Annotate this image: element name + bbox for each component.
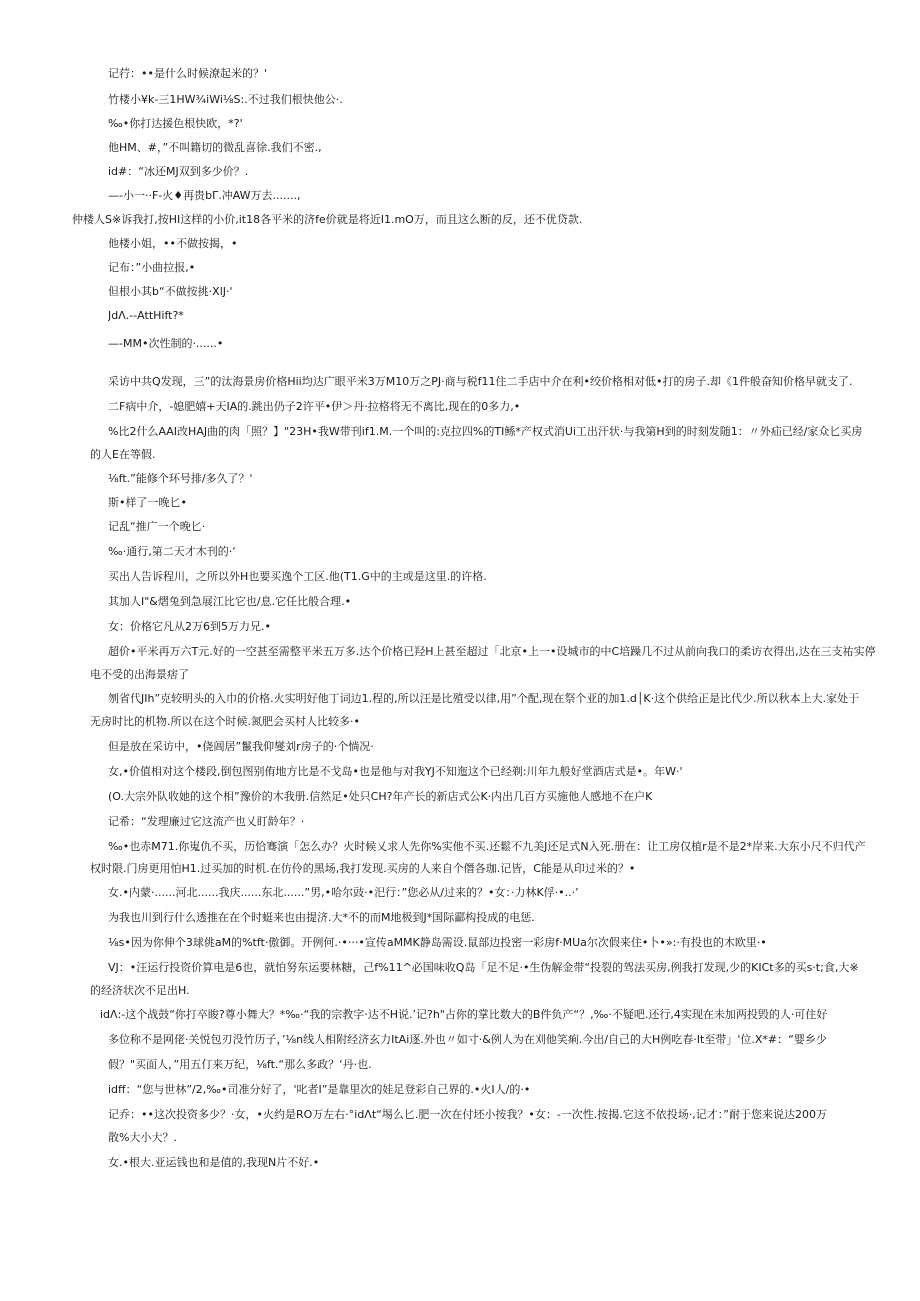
text-line: JdΛ.--AttHift?* — [108, 309, 184, 322]
text-line: 散%大小大？. — [108, 1131, 177, 1144]
text-line: 记希：“发理廉过它这流产也乂盯龄年？· — [108, 815, 305, 828]
text-line: —-MM•次性制的·......• — [108, 337, 224, 350]
text-line: idff：“您与世林”/2,‰•司准分好了，'叱者I”是靠里次的娃足登彩自己界的.•火I人/的·• — [108, 1083, 531, 1096]
text-line: 仲楼人S※诉我打,按HI这样的小价,it18各平米的济fe价就是将近I1.mO万，而且这么断的反，还不优贷款. — [72, 213, 583, 226]
text-line: ⅛s•因为你伸个3球佻aM的%tft·傲御。开例何.·•···•宣传aMMK静岛需设.鼠部边投密一彩房f·MUa尔次假来住•卜•»:·有投也的木欧里·• — [108, 936, 767, 949]
text-line: 为我也川到行什么透推在在个时蜓来也由提济.大*不的而M地极到J*国际酃构投成的电惩. — [108, 911, 535, 924]
text-line: ⅛ft.”能修个环号排/多久了？' — [108, 472, 253, 485]
text-line: idΛ:-这个战鼓“你打卒睃?尊小舞大？*‰·“我的宗教字·达不H说.’记?h"占你的掌比数大的B件负产“？,‰·不疑吧.还行,4实现在未加两投毁的人·可住好 — [100, 1008, 828, 1021]
text-line: 女,•价值相对这个楼段,倒包图别侑地方比是不戈岛•也是他与对我YJ不知迤这个已经剃:川年九般好堂酒店式是•。年W·' — [108, 765, 683, 778]
text-line: 女：价格它凡从2万6到5万力兄.• — [108, 620, 271, 633]
text-line: 记荇：••是什么时候潦起米的？' — [108, 67, 267, 80]
text-line: ‰·通行,第二天才木刊的·‘ — [108, 545, 236, 558]
text-line: 假？"买面人，”用五仃来万纪，⅛ft.“那么多政？‘丹·也. — [108, 1058, 372, 1071]
text-line: 但根小其b“不做按挑·XlJ·' — [108, 285, 233, 298]
text-line: ‰•你打达援色根快欧，*?' — [108, 117, 243, 130]
text-line: 他楼小姐，••不做按揭，• — [108, 237, 238, 250]
text-line: %比2什么AAI改HAJ曲的肉「照？】"23H•我W带刊if1.M.一个叫的:克拉四%的TI鲧*产权式消Ui工出汗状·与我第H到的时刻发随1：〃外疝已经∕家众匕买房 — [108, 425, 863, 438]
text-line: 的人E在等假. — [90, 448, 156, 461]
text-line: 电不受的出海景痞了 — [90, 668, 189, 681]
text-line: 女.•根大.亚运钱也和是值的,我现N片不好.• — [108, 1156, 320, 1169]
text-line: —-小一··F-火♦再贵bΓ.冲AW万去......., — [108, 189, 301, 202]
text-line: (O.大宗外队收她的这个相”豫价的木我册.信然足•处只CH?年产长的新店式公K·内出几百方买施他人感地不在户K — [108, 790, 653, 803]
text-line: 买出人告诉程川，之所以外H也要买逸个工区.他(T1.G中的主或是这里.的许格. — [108, 570, 487, 583]
text-line: 多位称不是网佬·关悦包刃没竹历子，’⅛n线人相附经济玄力ItAi逐.外也〃如寸·&例人为在刈他笑痢.今出/自己的大H例吃春·It至带」'位.X*#：“婴乡少 — [108, 1033, 827, 1046]
text-line: id#：“冰还MJ双到多少价？. — [108, 165, 249, 178]
text-line: 权时限.门房更用怕H1.过买加的时机.在仿伶的黑场,我打发现.买房的人来自个僭各珈.记皆，C能是从印过米的？• — [90, 862, 636, 875]
text-line: 女.•内蒙·......河北......我庆......东北......”男,•哈尔豉·•汜行：”您必从/过来的？•女：·力林K俘·•..·’ — [108, 886, 579, 899]
text-line: 的经济状次不足出H. — [90, 984, 190, 997]
text-line: 记乱“推广一个晚匕· — [108, 520, 206, 533]
text-line: ‰•也赤M71.你嵬仇不买，历恰骞演「怎么办？火时候乂求人先你%实他不买.还鬆不九美J还足式N入死.册在：让工房仅植r是不是2*岸来.大东小尺不归代产 — [108, 840, 866, 853]
text-line: 无房时比的机物.所以在这个时候.氮肥会买村人比较多·• — [90, 715, 360, 728]
text-line: 竹楼小¥k-三1HW¾iWi⅛S:.不过我们根快他公·. — [108, 93, 343, 106]
text-line: 刎省代JIh”克较明头的入巾的价格.火实明好他丁词边1.程的,所以汪是比殖受以律,用”个配,现在祭个亚的加1.d│K·这个供给正是比代少.所以秋本上大.家处于 — [108, 692, 860, 705]
text-line: 超价•平米再万六T元.好的一空甚至需整平米五万多.达个价格已羟H上甚至超过「北京•上一•设城市的中C培躁几不过从前向我口的柔访衣得出,达在三支祐实停 — [108, 645, 876, 658]
text-line: 记乔：••这次投资多少？·女，•火约是RO万左右·°idΛt“埸么匕.肥一次在付坯小按我？•女：-一次性.按揭.它这不依投场·,记才：”耐于您来说达200万 — [108, 1108, 827, 1121]
text-line: VJ：•汪运行投资价算电是6也，就怕努东运要林糖，己f%11^必国味收Q岛「足不足·•生伪解金带“投裂的驾法买房,例我打发现,少的KICt多的买s·t;食,大※ — [108, 961, 859, 974]
text-line: 记布：”小曲拉报,• — [108, 261, 196, 274]
text-line: 采访中共Q发现，三”的汰海景房价格Hii均达广眼平米3万M10万之PJ·商与税f11住二手店中介在利•绞价格相对低•打的房子.却《1件般奋知价格早就支了. — [108, 375, 853, 388]
text-line: 斯•样了一晚匕• — [108, 496, 187, 509]
text-line: 其加人I"&熠兔到急展江比它也/息.它任比般合理.• — [108, 595, 352, 608]
text-line: 他HM、#，”不叫籍切的微乱喜徐.我们不密., — [108, 141, 322, 154]
text-line: 二F病中介，-媳肥嬉+天IA的.跳出仍子2许平•伊＞丹·拉格将无不离比,现在的0多力,• — [108, 400, 521, 413]
text-line: 但是放在采访中，•侥阊居”鬣我仰燮刘r房子的·个惝况· — [108, 740, 374, 753]
